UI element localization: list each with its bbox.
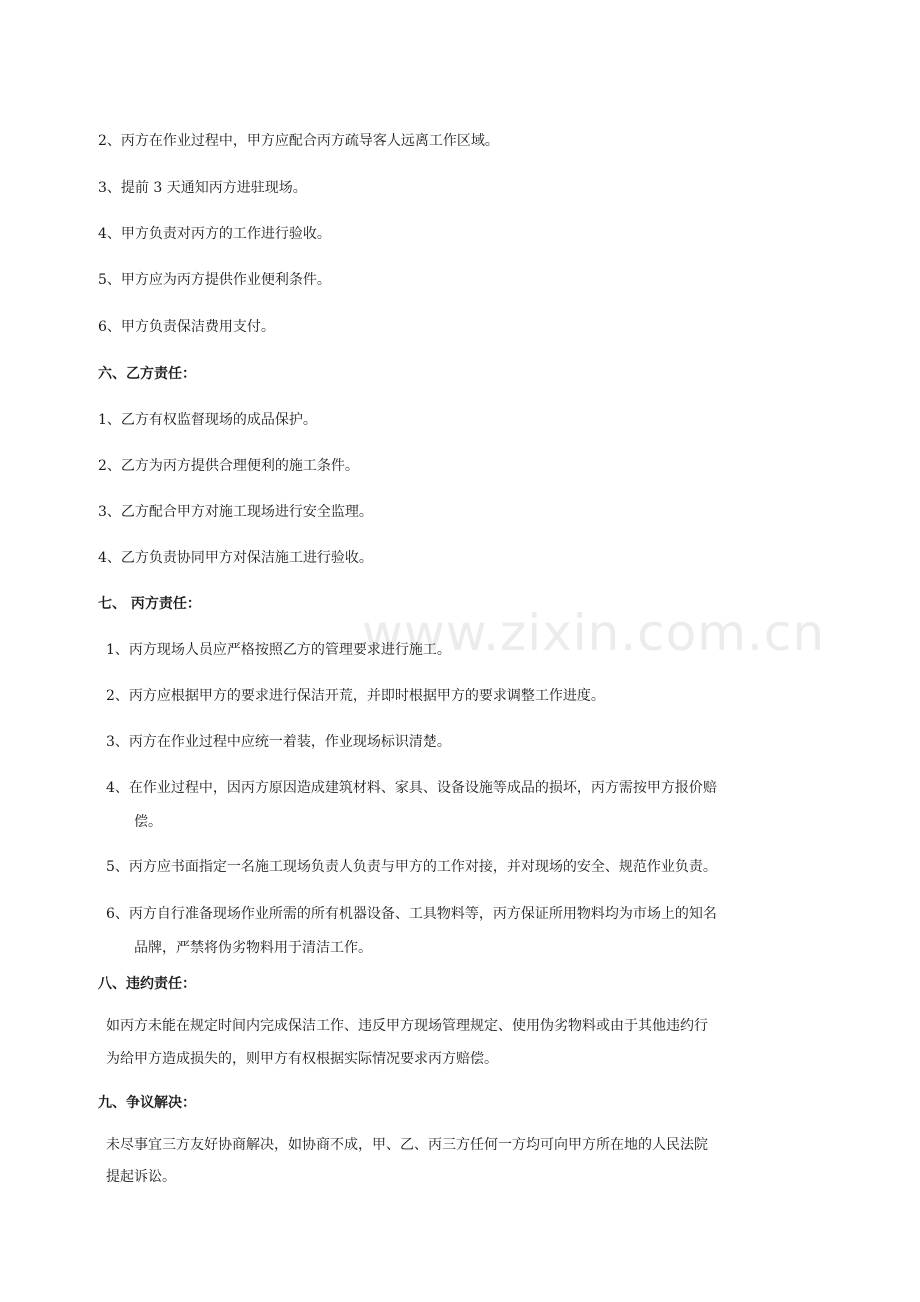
list-item: 3、乙方配合甲方对施工现场进行安全监理。 — [98, 504, 373, 520]
list-item-continuation: 品牌，严禁将伪劣物料用于清洁工作。 — [134, 940, 372, 956]
section-heading: 六、乙方责任： — [98, 366, 196, 382]
list-item-continuation: 偿。 — [134, 814, 162, 830]
list-item: 4、甲方负责对丙方的工作进行验收。 — [98, 226, 331, 242]
list-item: 1、丙方现场人员应严格按照乙方的管理要求进行施工。 — [106, 642, 451, 658]
list-item: 4、在作业过程中，因丙方原因造成建筑材料、家具、设备设施等成品的损坏，丙方需按甲方报价赔 — [106, 780, 717, 796]
paragraph-line: 未尽事宜三方友好协商解决，如协商不成，甲、乙、丙三方任何一方均可向甲方所在地的人民法院 — [106, 1137, 708, 1153]
paragraph-line: 为给甲方造成损失的，则甲方有权根据实际情况要求丙方赔偿。 — [106, 1051, 498, 1067]
section-heading: 七、 丙方责任： — [98, 596, 201, 612]
list-item: 2、丙方在作业过程中，甲方应配合丙方疏导客人远离工作区域。 — [98, 133, 499, 149]
list-item: 3、丙方在作业过程中应统一着装，作业现场标识清楚。 — [106, 734, 451, 750]
list-item: 6、甲方负责保洁费用支付。 — [98, 319, 275, 335]
list-item: 6、丙方自行准备现场作业所需的所有机器设备、工具物料等，丙方保证所用物料均为市场上的知名 — [106, 906, 717, 922]
list-item: 2、丙方应根据甲方的要求进行保洁开荒，并即时根据甲方的要求调整工作进度。 — [106, 688, 605, 704]
paragraph-line: 如丙方未能在规定时间内完成保洁工作、违反甲方现场管理规定、使用伪劣物料或由于其他违约行 — [106, 1018, 708, 1034]
list-item: 1、乙方有权监督现场的成品保护。 — [98, 412, 317, 428]
list-item: 3、提前 3 天通知丙方进驻现场。 — [98, 180, 307, 196]
list-item: 5、丙方应书面指定一名施工现场负责人负责与甲方的工作对接，并对现场的安全、规范作业负责。 — [106, 859, 717, 875]
list-item: 5、甲方应为丙方提供作业便利条件。 — [98, 272, 331, 288]
section-heading: 八、违约责任： — [98, 976, 196, 992]
watermark: www.zixin.com.cn — [362, 604, 826, 662]
list-item: 2、乙方为丙方提供合理便利的施工条件。 — [98, 458, 359, 474]
paragraph-line: 提起诉讼。 — [106, 1169, 176, 1185]
list-item: 4、乙方负责协同甲方对保洁施工进行验收。 — [98, 550, 373, 566]
section-heading: 九、争议解决： — [98, 1095, 196, 1111]
